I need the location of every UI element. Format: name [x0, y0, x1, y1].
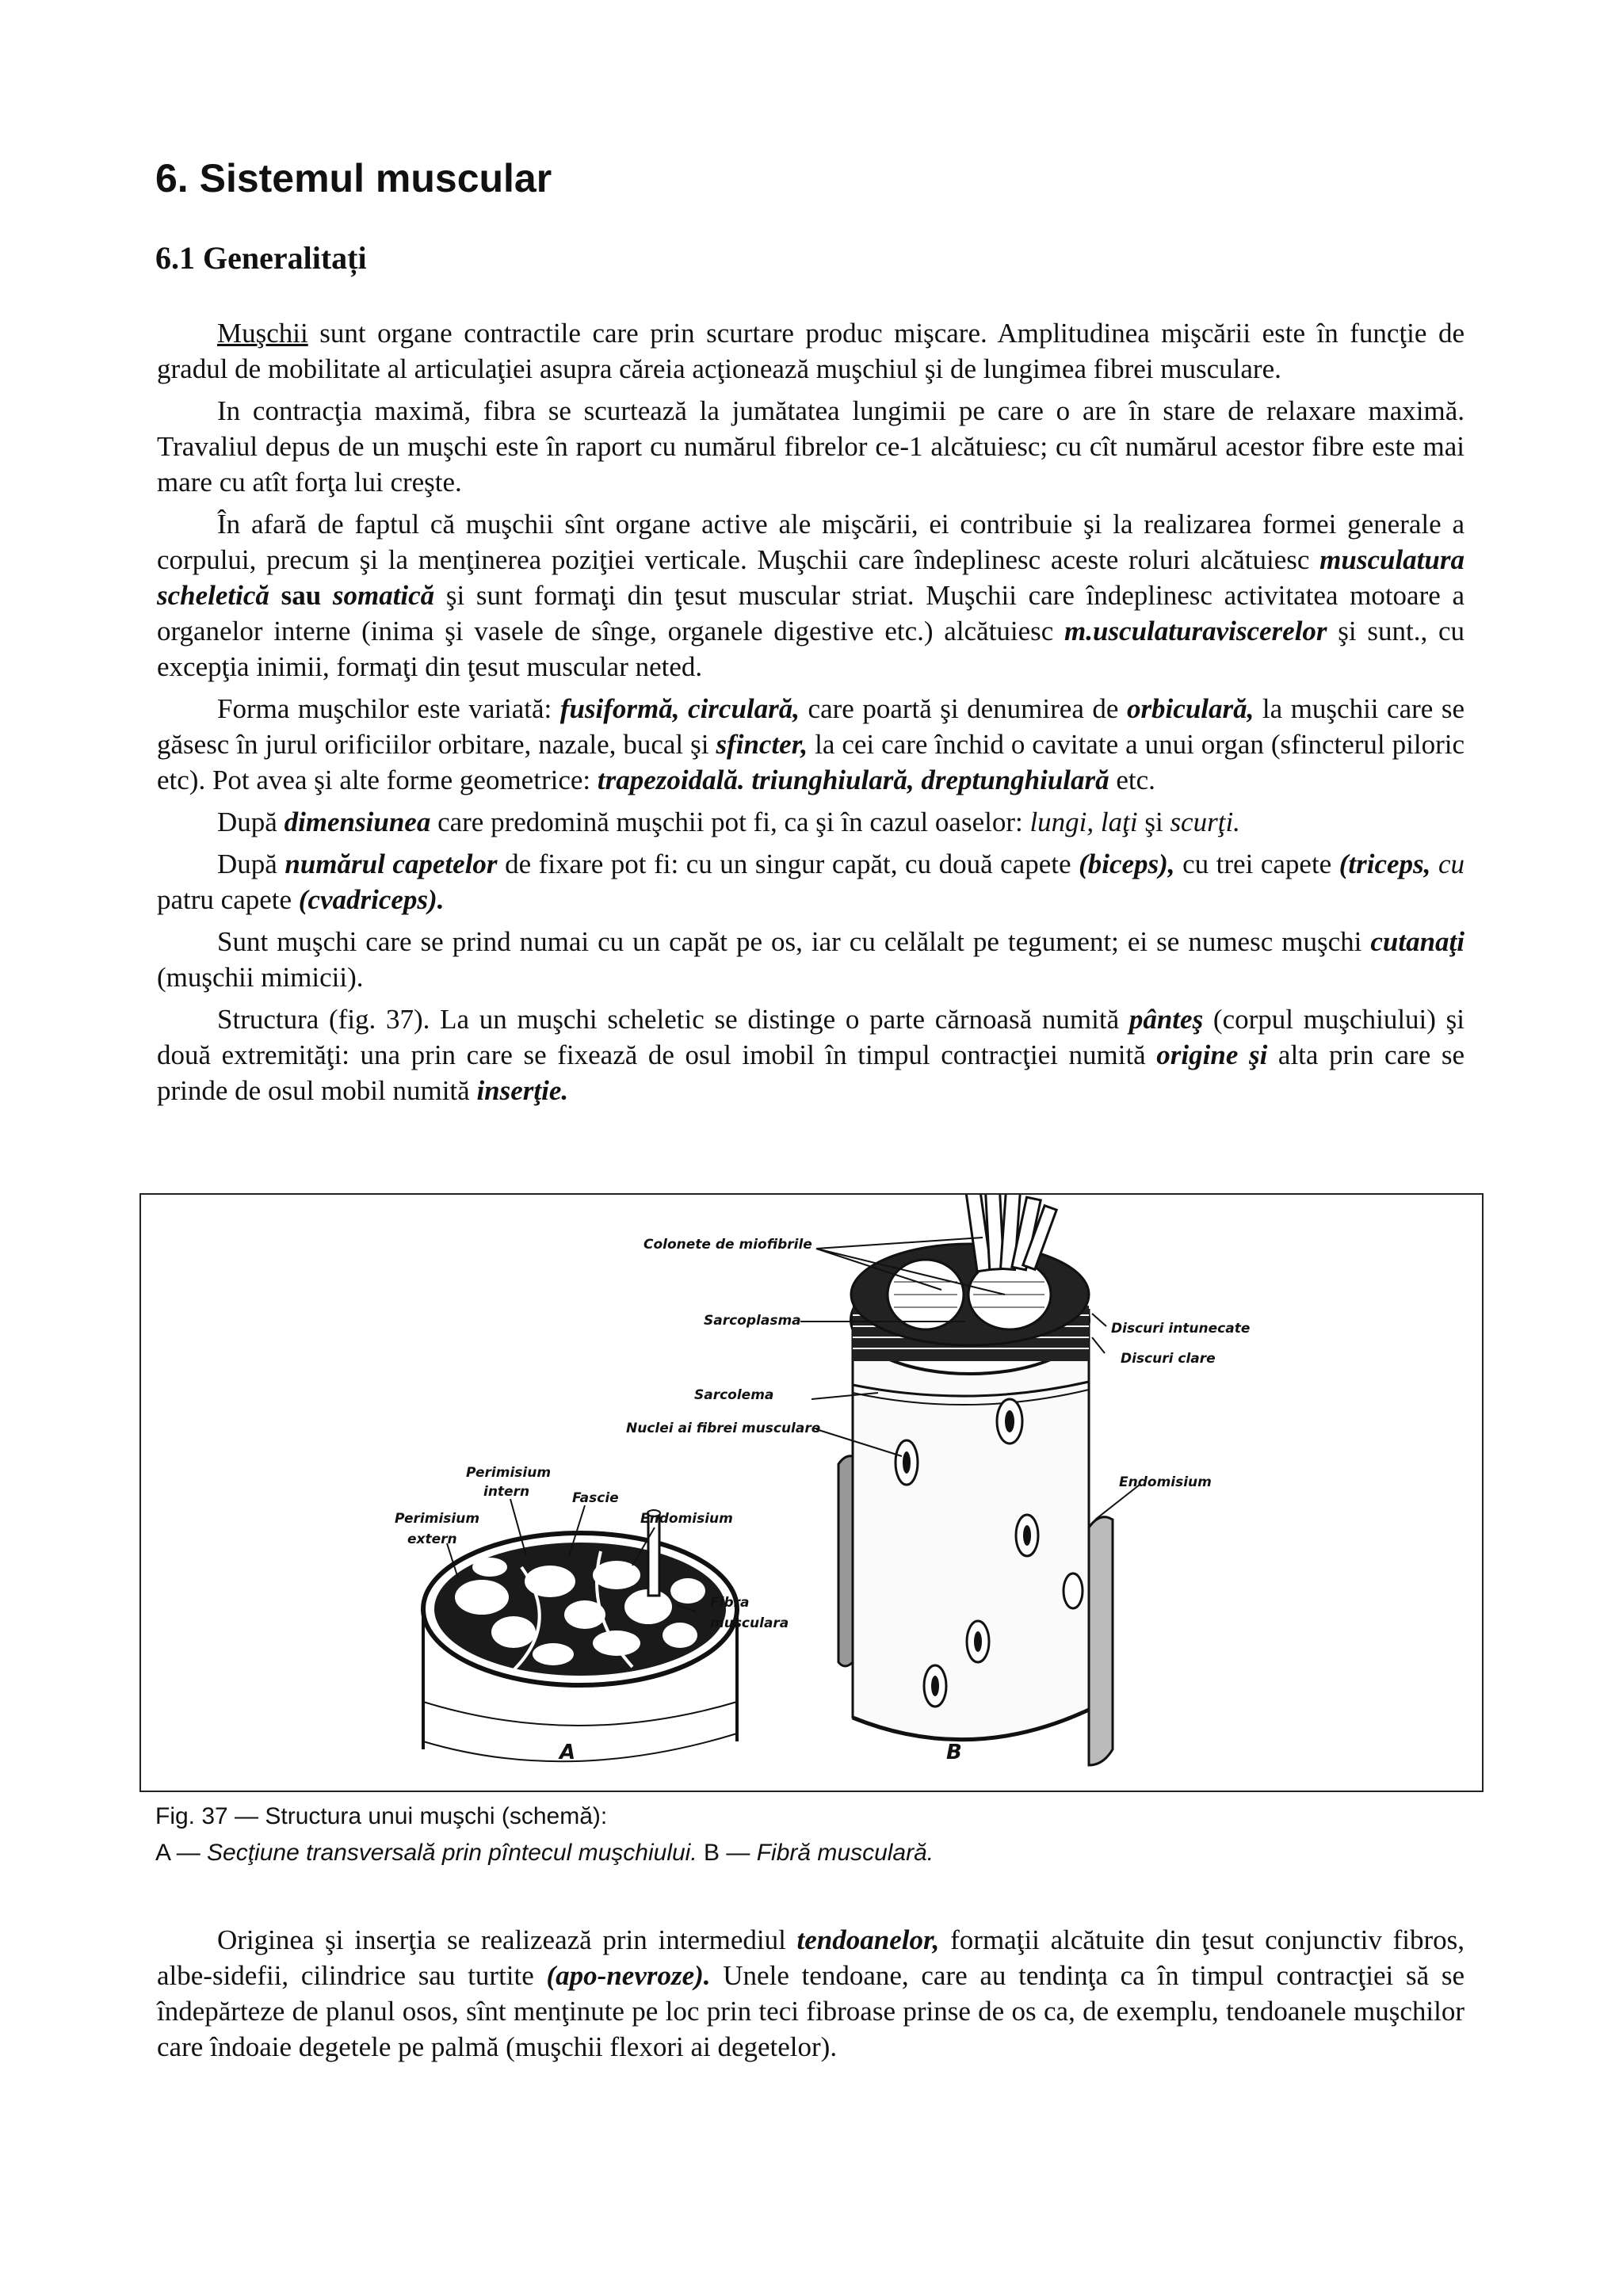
p9-a: Originea şi inserţia se realizează prin intermediul: [217, 1924, 797, 1955]
label-discuri-clare: Discuri clare: [1121, 1351, 1216, 1367]
p6-a: După: [217, 849, 285, 879]
caption-b-marker: B —: [697, 1840, 757, 1866]
chapter-heading: 6. Sistemul muscular: [155, 156, 552, 200]
paragraph-6: [157, 846, 1465, 917]
p9-term-tendoanelor: tendoanelor,: [796, 1924, 940, 1955]
label-perimisium-intern-2: intern: [483, 1484, 530, 1500]
p9-term-aponevroze: (apo-nevroze).: [546, 1960, 711, 1991]
p4-term-geometrice: trapezoidală. triunghiulară, dreptunghiulară: [597, 765, 1109, 795]
p6-h: patru capete: [157, 884, 299, 915]
figure-37: [139, 1193, 1484, 1792]
p5-f: scurţi.: [1170, 807, 1240, 837]
label-perimisium-extern-1: Perimisium: [395, 1511, 480, 1527]
body-text-after-figure: [157, 1922, 1465, 2065]
p6-c: de fixare pot fi: cu un singur capăt, cu două capete: [497, 849, 1079, 879]
p4-term-sfincter: sfincter,: [716, 729, 808, 760]
muscle-fiber-illustration: [838, 1195, 1113, 1765]
p9-e: Unele tendoane, care au tendinţa ca în timpul contracţiei să se îndepărteze de planul osos, sînt menţinute pe loc prin teci fibroase prinse de os ca, de exemplu, tendoanele muşchilor care îndoaie degetele pe palmă (muşchii flexori ai degetelor).: [157, 1960, 1465, 2062]
p6-e: cu trei capete: [1174, 849, 1339, 879]
label-discuri-intunecate: Discuri intunecate: [1111, 1321, 1251, 1337]
p8-a: Structura (fig. 37). La un muşchi scheletic se distinge o parte cărnoasă numită: [217, 1004, 1129, 1035]
p1-text: sunt organe contractile care prin scurtare produc mişcare. Amplitudinea mişcării este în funcţie de gradul de mobilitate al articulaţiei asupra căreia acţionează muşchiul şi de lungimea fibrei musculare.: [157, 318, 1465, 384]
label-fibra-2: musculara: [710, 1615, 789, 1631]
p8-e: alta prin care se prinde de osul mobil numită: [157, 1039, 1465, 1106]
figure-caption-line-1: Fig. 37 — Structura unui muşchi (schemă):: [155, 1803, 608, 1829]
p6-g: cu: [1430, 849, 1465, 879]
paragraph-1: [157, 315, 1465, 387]
paragraph-9: [157, 1922, 1465, 2065]
p8-c: (corpul muşchiului) şi două extremităţi: una prin care se fixează de osul imobil în timpul contracţiei numită: [157, 1004, 1465, 1070]
p6-term-capete: numărul capetelor: [285, 849, 498, 879]
caption-a-marker: A —: [155, 1840, 208, 1866]
p7-c: (muşchii mimicii).: [157, 962, 364, 993]
p9-c: formaţii alcătuite din ţesut conjunctiv fibros, albe-sidefii, cilindrice sau turtite: [157, 1924, 1465, 1991]
p4-c: care poartă şi denumirea de: [800, 693, 1127, 724]
term-muschii: Muşchii: [217, 318, 308, 349]
p3-c: sau: [269, 580, 333, 611]
p8-term-pantes: pânteş: [1128, 1004, 1204, 1035]
p4-e: la muşchii care se găsesc în jurul orificiilor orbitare, nazale, bucal şi: [157, 693, 1465, 760]
p4-term-orbiculara: orbiculară,: [1126, 693, 1254, 724]
paragraph-7: [157, 924, 1465, 995]
p3-e: şi sunt formaţi din ţesut muscular striat. Muşchii care îndeplinesc activitatea motoare a organelor interne (inima şi vasele de sînge, organele digestive etc.) alcătuiesc: [157, 580, 1465, 646]
label-letter-b: B: [946, 1741, 962, 1764]
p3-term-scheletica: musculatura scheletică: [157, 544, 1465, 611]
p4-term-forme: fusiformă, circulară,: [559, 693, 800, 724]
p4-a: Forma muşchilor este variată:: [217, 693, 560, 724]
p6-term-biceps: (biceps),: [1079, 849, 1175, 879]
p3-g: şi sunt., cu excepţia inimii, formaţi din ţesut muscular neted.: [157, 616, 1465, 682]
p5-a: După: [217, 807, 285, 837]
paragraph-2: In contracţia maximă, fibra se scurtează la jumătatea lungimii pe care o are în stare de relaxare maximă. Travaliul depus de un muşchi este în raport cu numărul fibrelor ce-1 alcătuiesc; cu cît numărul acestor fibre este mai mare cu atît forţa lui creşte.: [157, 395, 1465, 498]
section-heading: 6.1 Generalitați: [155, 240, 367, 276]
label-nuclei: Nuclei ai fibrei musculare: [626, 1421, 821, 1436]
label-endomisium-a: Endomisium: [640, 1511, 733, 1527]
p3-term-somatica: somatică: [332, 580, 435, 611]
p4-g: la cei care închid o cavitate a unui organ (sfincterul piloric etc). Pot avea şi alte forme geometrice:: [157, 729, 1465, 795]
label-colonete: Colonete de miofibrile: [643, 1237, 812, 1253]
caption-b-text: Fibră musculară.: [756, 1840, 934, 1866]
label-letter-a: A: [559, 1741, 576, 1764]
p5-c: care predomină muşchii pot fi, ca şi în cazul oaselor:: [430, 807, 1030, 837]
muscle-structure-diagram: [141, 1195, 1485, 1794]
paragraph-3: [157, 506, 1465, 685]
label-sarcolema: Sarcolema: [694, 1387, 774, 1403]
p8-term-insertie: inserţie.: [476, 1075, 569, 1106]
p6-term-triceps: (triceps,: [1338, 849, 1431, 879]
p7-term-cutanati: cutanaţi: [1370, 926, 1465, 957]
paragraph-5: [157, 804, 1465, 840]
p5-d: lungi, laţi: [1029, 807, 1138, 837]
figure-caption-line-2: [155, 1840, 934, 1867]
p3-a: În afară de faptul că muşchii sînt organe active ale mişcării, ei contribuie şi la realizarea formei generale a corpului, precum şi la menţinerea poziţiei verticale. Muşchii care îndeplinesc aceste roluri alcătuiesc: [157, 509, 1465, 575]
label-endomisium-b: Endomisium: [1119, 1474, 1212, 1490]
p7-a: Sunt muşchi care se prind numai cu un capăt pe os, iar cu celălalt pe tegument; ei se numesc muşchi: [217, 926, 1371, 957]
paragraph-4: [157, 691, 1465, 798]
label-fibra-1: Fibra: [710, 1595, 750, 1611]
p3-term-viscerelor: m.usculaturaviscerelor: [1064, 616, 1327, 646]
p5-term-dimensiunea: dimensiunea: [284, 807, 431, 837]
label-perimisium-intern-1: Perimisium: [466, 1465, 552, 1481]
body-text: [157, 315, 1465, 1115]
label-fascie: Fascie: [572, 1490, 619, 1506]
label-perimisium-extern-2: extern: [407, 1531, 457, 1547]
p4-i: etc.: [1109, 765, 1155, 795]
p5-e: şi: [1137, 807, 1170, 837]
cross-section-illustration: [423, 1510, 737, 1761]
label-sarcoplasma: Sarcoplasma: [704, 1313, 801, 1329]
p6-term-cvadriceps: (cvadriceps).: [298, 884, 445, 915]
caption-a-text: Secţiune transversală prin pîntecul muşchiului.: [207, 1840, 697, 1866]
paragraph-8: [157, 1001, 1465, 1108]
p8-term-origine: origine şi: [1156, 1039, 1268, 1070]
